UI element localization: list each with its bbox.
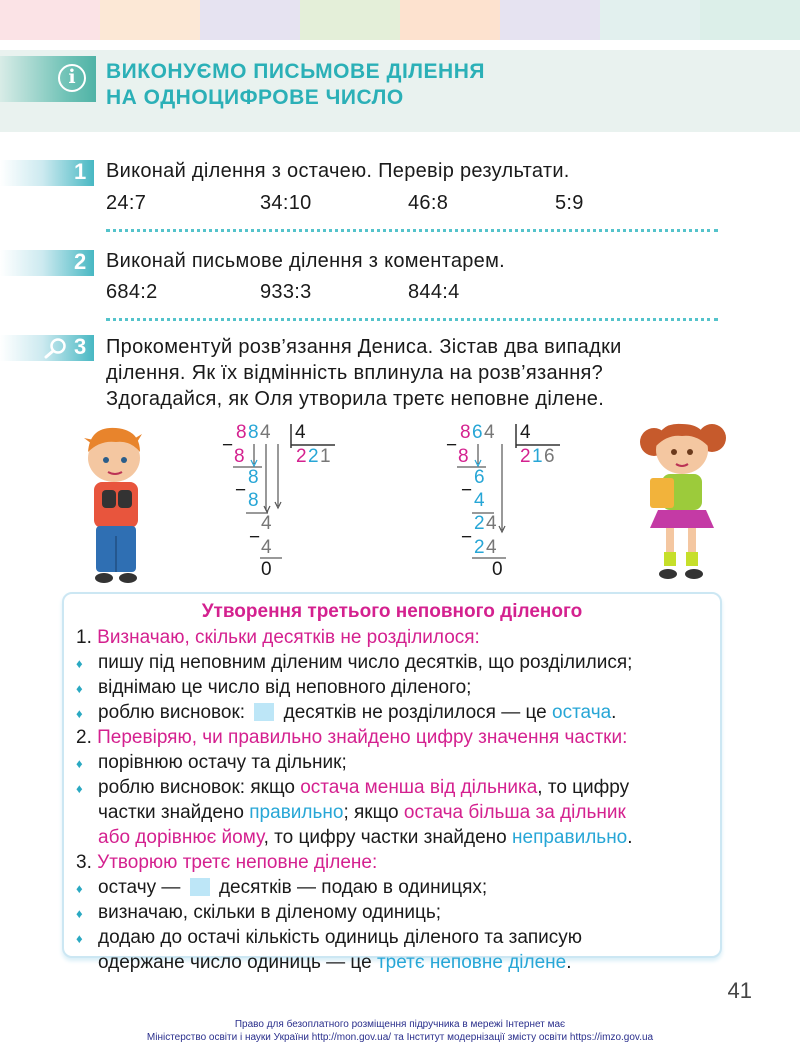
remainder: 0	[261, 559, 272, 580]
bullet-text: роблю висновок: якщо	[98, 777, 295, 798]
bullet-text: .	[566, 952, 572, 973]
rule-bullet-continuation	[98, 800, 626, 825]
subtrahend: 8	[248, 490, 259, 511]
division-lines	[444, 420, 564, 570]
highlight-term: остача	[552, 702, 612, 723]
highlight-term: остача більша за дільник	[403, 802, 626, 823]
diamond-bullet-icon: ♦	[76, 656, 83, 671]
subtrahend: 4	[486, 537, 497, 558]
dividend-digit: 8	[236, 422, 247, 443]
top-color-segment	[400, 0, 500, 40]
rule-bullet	[76, 875, 487, 901]
step-text: Визначаю, скільки десятків не розділилося:	[97, 627, 480, 648]
minus-sign: −	[235, 480, 247, 501]
rule-step-2	[76, 725, 627, 750]
bullet-text: десятків не розділилося — це	[283, 702, 547, 723]
task-text-line: Прокоментуй розв’язання Дениса. Зістав два випадки	[106, 336, 622, 358]
dotted-divider	[106, 318, 718, 321]
dividend-digit: 6	[472, 422, 483, 443]
divisor: 4	[520, 422, 531, 443]
example: 24:7	[106, 192, 147, 214]
dividend-digit: 8	[460, 422, 471, 443]
example: 46:8	[408, 192, 449, 214]
diamond-bullet-icon: ♦	[76, 781, 83, 796]
minus-sign: −	[461, 527, 473, 548]
bullet-text: десятків — подаю в одиницях;	[218, 877, 488, 898]
highlight-term: або дорівнює йому	[98, 827, 264, 848]
example: 844:4	[408, 281, 460, 303]
minus-sign: −	[249, 527, 261, 548]
rule-box-title: Утворення третього неповного діленого	[201, 601, 583, 622]
bullet-text: пишу під неповним діленим число десятків, що розділилися;	[98, 652, 633, 673]
top-color-bar	[0, 0, 800, 40]
top-color-segment	[200, 0, 300, 40]
diamond-bullet-icon: ♦	[76, 756, 83, 771]
task-number: 3	[74, 334, 87, 359]
diamond-bullet-icon: ♦	[76, 681, 83, 696]
partial-dividend: 4	[261, 513, 272, 534]
bullet-text: роблю висновок:	[98, 702, 246, 723]
rule-step-1	[76, 625, 480, 650]
example: 933:3	[260, 281, 312, 303]
diamond-bullet-icon: ♦	[76, 706, 83, 721]
rule-bullet	[76, 650, 632, 676]
highlight-term: остача менша від дільника	[300, 777, 538, 798]
rule-bullet	[76, 900, 441, 926]
partial-dividend: 6	[474, 467, 485, 488]
top-color-segment	[600, 0, 700, 40]
division-lines	[220, 420, 340, 570]
boy-illustration	[72, 418, 152, 586]
bullet-text: одержане число одиниць — це	[98, 952, 372, 973]
subtrahend: 8	[458, 446, 469, 467]
partial-dividend: 2	[474, 513, 485, 534]
girl-illustration	[636, 412, 728, 584]
rule-bullet-continuation	[98, 825, 633, 850]
bullet-text: додаю до остачі кількість одиниць діленого та записую	[98, 927, 583, 948]
info-icon: i	[58, 64, 86, 92]
rule-bullet	[76, 700, 616, 726]
minus-sign: −	[461, 480, 473, 501]
partial-dividend: 4	[486, 513, 497, 534]
rule-bullet-continuation	[98, 950, 572, 975]
minus-sign: −	[222, 435, 234, 456]
partial-dividend: 8	[248, 467, 259, 488]
quotient-digit: 1	[532, 446, 543, 467]
subtrahend: 8	[234, 446, 245, 467]
page-number: 41	[727, 978, 752, 1003]
top-color-segment	[100, 0, 200, 40]
task-number: 2	[74, 249, 87, 274]
task-text: Виконай письмове ділення з коментарем.	[106, 250, 506, 272]
page-title-line2: НА ОДНОЦИФРОВЕ ЧИСЛО	[106, 86, 404, 109]
task-text: Виконай ділення з остачею. Перевір результати.	[106, 160, 570, 182]
top-color-segment	[300, 0, 400, 40]
magnifier-icon	[44, 337, 70, 359]
blank-square	[190, 878, 210, 896]
diamond-bullet-icon: ♦	[76, 931, 83, 946]
diamond-bullet-icon: ♦	[76, 906, 83, 921]
subtrahend: 4	[474, 490, 485, 511]
highlight-term: правильно	[249, 802, 344, 823]
bullet-text: віднімаю це число від неповного діленого;	[98, 677, 472, 698]
highlight-term: третє неповне ділене	[376, 952, 567, 973]
top-color-segment	[500, 0, 600, 40]
rule-bullet	[76, 675, 471, 701]
bullet-text: частки знайдено	[98, 802, 244, 823]
dividend-digit: 8	[248, 422, 259, 443]
footer-line: Міністерство освіти і науки України http://mon.gov.ua/ та Інститут модернізації змісту освіти https://imzo.gov.ua	[146, 1032, 654, 1043]
dividend-digit: 4	[484, 422, 495, 443]
footer	[0, 1018, 800, 1044]
quotient-digit: 1	[320, 446, 331, 467]
task-text-line: Здогадайся, як Оля утворила третє неповне ділене.	[106, 388, 605, 410]
example: 684:2	[106, 281, 158, 303]
rule-bullet	[76, 750, 347, 776]
quotient-digit: 2	[520, 446, 531, 467]
example: 5:9	[555, 192, 584, 214]
task-number: 1	[74, 159, 87, 184]
blank-square	[254, 703, 274, 721]
bullet-text: порівнюю остачу та дільник;	[98, 752, 347, 773]
step-number: 3.	[76, 852, 92, 873]
bullet-text: .	[611, 702, 617, 723]
quotient-digit: 6	[544, 446, 555, 467]
rule-step-3	[76, 850, 377, 875]
bullet-text: , то цифру	[537, 777, 630, 798]
top-color-segment	[0, 0, 100, 40]
bullet-text: визначаю, скільки в діленому одиниць;	[98, 902, 442, 923]
bullet-text: ; якщо	[343, 802, 399, 823]
step-text: Утворюю третє неповне ділене:	[97, 852, 378, 873]
remainder: 0	[492, 559, 503, 580]
step-text: Перевіряю, чи правильно знайдено цифру значення частки:	[97, 727, 628, 748]
footer-line: Право для безоплатного розміщення підручника в мережі Інтернет має	[234, 1019, 566, 1030]
rule-bullet	[76, 925, 582, 951]
quotient-digit: 2	[308, 446, 319, 467]
minus-sign: −	[446, 435, 458, 456]
bullet-text: , то цифру частки знайдено	[263, 827, 507, 848]
subtrahend: 2	[474, 537, 485, 558]
step-number: 2.	[76, 727, 92, 748]
subtrahend: 4	[261, 537, 272, 558]
highlight-term: неправильно	[512, 827, 628, 848]
task-text-line: ділення. Як їх відмінність вплинула на розв’язання?	[106, 362, 604, 384]
step-number: 1.	[76, 627, 92, 648]
quotient-digit: 2	[296, 446, 307, 467]
example: 34:10	[260, 192, 312, 214]
rule-bullet	[76, 775, 629, 801]
bullet-text: .	[627, 827, 633, 848]
bullet-text: остачу —	[98, 877, 181, 898]
dotted-divider	[106, 229, 718, 232]
page-title-line1: ВИКОНУЄМО ПИСЬМОВЕ ДІЛЕННЯ	[106, 60, 485, 83]
dividend-digit: 4	[260, 422, 271, 443]
diamond-bullet-icon: ♦	[76, 881, 83, 896]
top-color-segment	[700, 0, 800, 40]
divisor: 4	[295, 422, 306, 443]
